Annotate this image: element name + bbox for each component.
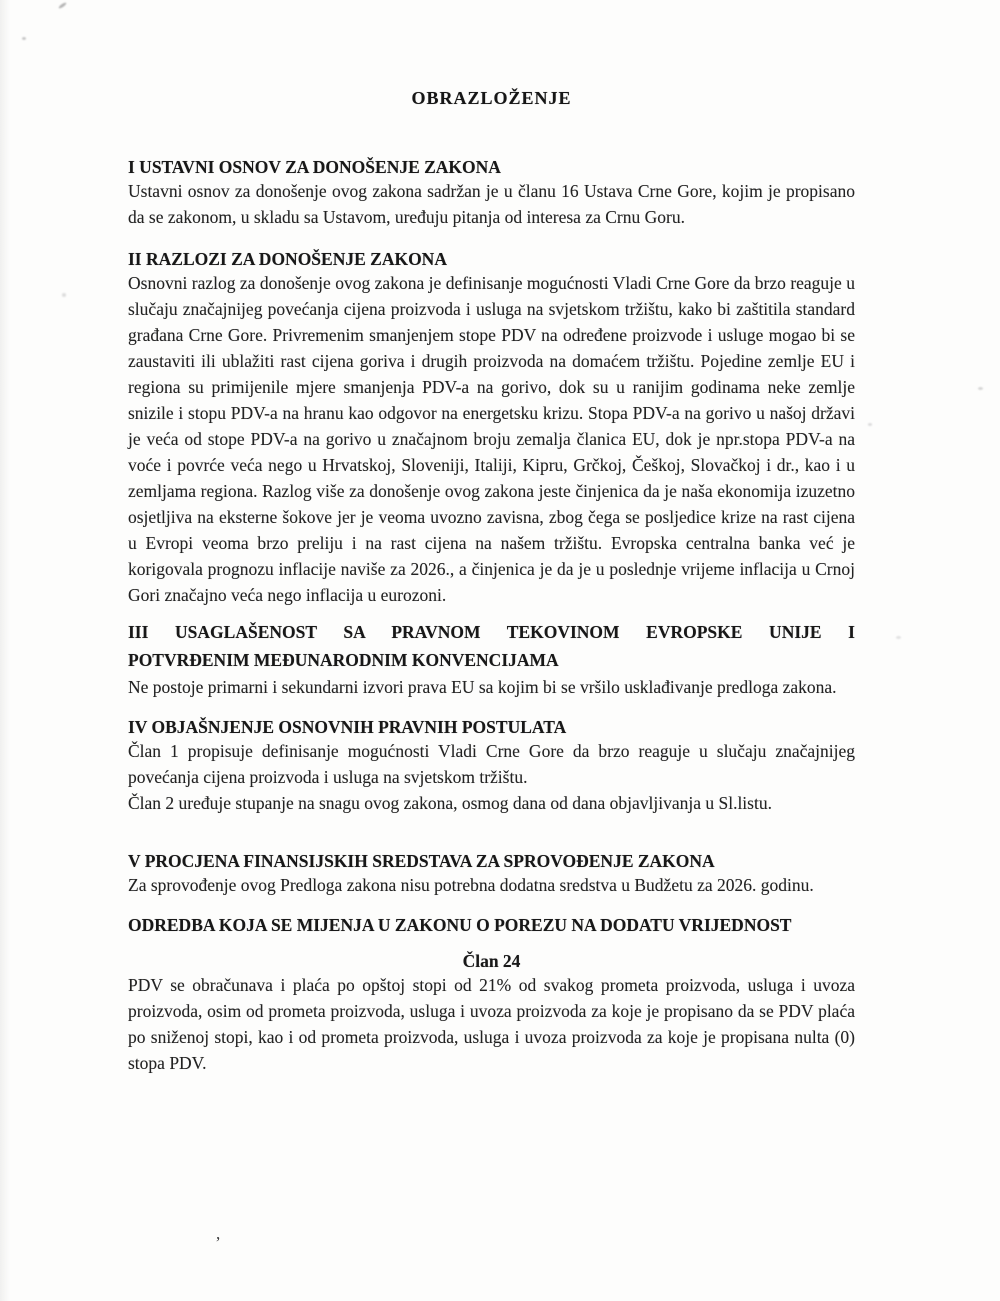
scan-speck xyxy=(22,37,26,40)
section-reasons xyxy=(128,248,855,608)
section-amended-provision xyxy=(128,914,855,1076)
section-financial-resources xyxy=(128,850,855,898)
section-iv-heading: IV OBJAŠNJENJE OSNOVNIH PRAVNIH POSTULATA xyxy=(128,717,567,737)
scan-speck xyxy=(58,2,67,10)
section-iii-heading-line2: POTVRĐENIM MEĐUNARODNIM KONVENCIJAMA xyxy=(128,650,559,670)
section-eu-alignment xyxy=(128,618,855,700)
section-ii-paragraph: Osnovni razlog za donošenje ovog zakona je definisanje mogućnosti Vladi Crne Gore da brzo reaguje u slučaju značajnijeg povećanja cijena proizvoda i usluga na svjetskom tržištu, kako bi zaštitila standard građana Crne Gore. Privremenim smanjenjem stope PDV na određene proizvode i usluge mogao bi se zaustaviti ili ublažiti rast cijena goriva i drugih proizvoda na domaćem tržištu. Pojedine zemlje EU i regiona su primijenile mjere smanjenja PDV-a na gorivo, dok su u ranijim godinama neke zemlje snizile i stopu PDV-a na hranu kao odgovor na energetsku krizu. Stopa PDV-a na gorivo u našoj državi je veća od stope PDV-a na gorivo u značajnom broju zemalja članica EU, dok je npr.stopa PDV-a na voće i povrće veća nego u Hrvatskoj, Sloveniji, Italiji, Kipru, Grčkoj, Češkoj, Slovačkoj i dr., kao i u zemljama regiona. Razlog više za donošenje ovog zakona jeste činjenica da je naša ekonomija izuzetno osjetljiva na eksterne šokove jer je veoma uvozno zavisna, zbog čega se posljedice krize na rast cijena u Evropi veoma brzo preliju i na rast cijena na našem tržištu. Evropska centralna banka već je korigovala prognozu inflacije naviše za 2026., a činjenica je da je u poslednje vrijeme inflacija u Crnoj Gori značajno veća nego inflacija u eurozoni. xyxy=(128,273,855,605)
stray-ink-mark: , xyxy=(216,1224,221,1243)
section-i-paragraph: Ustavni osnov za donošenje ovog zakona sadržan je u članu 16 Ustava Crne Gore, kojim je propisano da se zakonom, u skladu sa Ustavom, uređuju pitanja od interesa za Crnu Goru. xyxy=(128,181,855,227)
section-constitutional-basis xyxy=(128,156,855,230)
section-ii-heading: II RAZLOZI ZA DONOŠENJE ZAKONA xyxy=(128,249,447,269)
section-legal-postulates xyxy=(128,716,855,816)
section-iv-paragraph-clan2: Član 2 uređuje stupanje na snagu ovog zakona, osmog dana od dana objavljivanja u Sl.listu. xyxy=(128,793,772,813)
document-content xyxy=(128,0,855,1076)
scan-speck xyxy=(868,423,872,426)
article-24-paragraph: PDV se obračunava i plaća po opštoj stopi od 21% od svakog prometa proizvoda, usluga i uvoza proizvoda, osim od prometa proizvoda, usluga i uvoza proizvoda za koje je propisano da se PDV plaća po sniženoj stopi, kao i od prometa proizvoda, usluga i uvoza proizvoda za koje je propisana nulta (0) stopa PDV. xyxy=(128,975,855,1073)
section-v-paragraph: Za sprovođenje ovog Predloga zakona nisu potrebna dodatna sredstva u Budžetu za 2026. godinu. xyxy=(128,875,814,895)
scan-speck xyxy=(62,293,66,297)
section-i-heading: I USTAVNI OSNOV ZA DONOŠENJE ZAKONA xyxy=(128,157,501,177)
amended-provision-heading: ODREDBA KOJA SE MIJENJA U ZAKONU O POREZU NA DODATU VRIJEDNOST xyxy=(128,915,792,935)
scan-speck xyxy=(896,636,901,639)
section-iv-paragraph-clan1: Član 1 propisuje definisanje mogućnosti Vladi Crne Gore da brzo reaguje u slučaju značajnijeg povećanja cijena proizvoda i usluga na svjetskom tržištu. xyxy=(128,741,855,787)
section-v-heading: V PROCJENA FINANSIJSKIH SREDSTAVA ZA SPROVOĐENJE ZAKONA xyxy=(128,851,715,871)
document-title: OBRAZLOŽENJE xyxy=(411,88,572,108)
scan-speck xyxy=(978,387,983,390)
article-24-subheading: Član 24 xyxy=(462,951,521,971)
section-iii-heading xyxy=(128,618,855,674)
section-iii-heading-line1: III USAGLAŠENOST SA PRAVNOM TEKOVINOM EVROPSKE UNIJE I xyxy=(128,622,855,642)
section-iii-paragraph: Ne postoje primarni i sekundarni izvori prava EU sa kojim bi se vršilo usklađivanje predloga zakona. xyxy=(128,677,837,697)
